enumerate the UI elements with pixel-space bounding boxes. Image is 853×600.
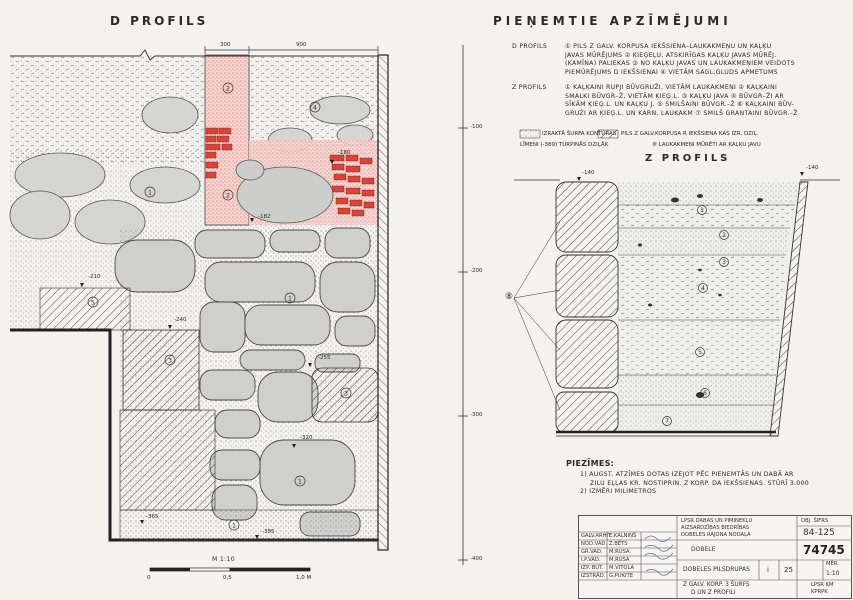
scale-tick-1: 1,0 M — [296, 575, 312, 581]
object-code-label: OBJ. ŠIFRS — [801, 518, 829, 524]
place-name: DOBELE — [691, 546, 716, 553]
org-line-2: AIZSARDZĪBAS BIEDRĪBAS — [681, 525, 750, 531]
scale-tick-0: 0 — [147, 575, 151, 581]
svg-text:6: 6 — [703, 390, 707, 397]
legend-symbol-3-label: LĪMENI (-389) TURPINĀS DZIĻĀK — [520, 142, 609, 148]
person-name: M.RUSA — [609, 557, 630, 563]
scale-label: M 1:10 — [212, 556, 235, 563]
svg-text:1: 1 — [147, 188, 153, 197]
level-axis — [458, 45, 468, 565]
role: GR.VAD. — [581, 549, 603, 555]
svg-text:5: 5 — [698, 349, 702, 356]
svg-text:1: 1 — [297, 477, 303, 486]
legend-symbol-2-label: PILS Z GALV.KORPUSA R IEKŠSIENA KAS IZR. DZIĻ. — [621, 131, 759, 137]
d-profile — [10, 46, 388, 571]
sheet-number: 25 — [784, 566, 793, 574]
legend-symbol-4-label: ⑧ LAUKAKMEŅI MŪRĒTI AR KAĻĶU JAVU — [652, 142, 761, 148]
org-line-1: LPSR DABAS UN PIMINEKĻU — [681, 518, 753, 524]
d-profile-title: D PROFILS — [110, 14, 209, 28]
axis-tick-label: -400 — [470, 556, 483, 562]
signatures — [643, 533, 677, 579]
level-label: -210 — [88, 274, 101, 280]
institution-2: KPRPK — [811, 589, 828, 595]
scale-label: MĒR. — [826, 561, 839, 567]
registration-number: 74745 — [803, 543, 845, 557]
svg-text:3: 3 — [722, 259, 726, 266]
role: NOD.VAD. — [581, 541, 608, 547]
legend-title: PIEŅEMTIE APZĪMĒJUMI — [493, 14, 732, 28]
dimension-300: 300 — [220, 42, 231, 48]
legend-z-text: ① KAĻĶAINI RUPJI BŪVGRUŽI, VIETĀM LAUKAKMEŅI ② KAĻĶAINI SMALKI BŪVGR–Ž, VIETĀM ĶIEĢ.L. ③ KAĻĶU JAVA ④ BŪVGR–ŽI AR SĪKĀM ĶIEĢ.L. UN KAĻĶU J. ⑤ SMILŠAINI BŪVGR.–Ž ⑥ KAĻĶAINI BŪV- GRUŽI AR ĶIEĢ.L. UN KARN. LAUKAKM ⑦ SMILŠ GRANTAINI BŪVGR.–Ž — [565, 84, 798, 117]
level-label: -240 — [174, 317, 187, 323]
svg-text:1: 1 — [700, 207, 704, 214]
role: IZP. BUT. — [581, 565, 604, 571]
svg-text:2: 2 — [225, 84, 231, 93]
z-profile-title: Z PROFILS — [645, 153, 731, 164]
dimension-900: 900 — [296, 42, 307, 48]
svg-text:5: 5 — [90, 298, 96, 307]
role: GALV.ARHIT. — [581, 533, 613, 539]
institution-1: LPSR KM — [811, 582, 834, 588]
svg-text:2: 2 — [722, 232, 726, 239]
person-name: M.VITOLA — [609, 565, 635, 571]
project-name: DOBELES PILSDRUPAS — [683, 566, 750, 573]
svg-text:3: 3 — [167, 356, 173, 365]
person-name: Z.BĒTS — [609, 541, 628, 547]
level-label: -180 — [338, 150, 351, 156]
level-label: -385 — [262, 529, 275, 535]
svg-text:2: 2 — [225, 191, 231, 200]
sheet-description-1: Z GALV. KORP. 3 ŠURFS — [683, 582, 750, 588]
legend-d-heading: D PROFILS — [512, 43, 548, 50]
person-name: G.PUKITE — [609, 573, 633, 579]
level-label: -182 — [258, 214, 271, 220]
stage: i — [767, 566, 769, 574]
svg-text:4: 4 — [701, 285, 705, 292]
svg-text:1: 1 — [287, 294, 293, 303]
role: IZSTRĀD. — [581, 573, 606, 579]
role: I.P.VAD. — [581, 557, 601, 563]
scale-tick-05: 0,5 — [223, 575, 232, 581]
svg-text:7: 7 — [665, 418, 669, 425]
person-name: M.RUSA — [609, 549, 630, 555]
level-label: -140 — [806, 165, 819, 171]
level-label: -255 — [318, 355, 331, 361]
svg-text:3: 3 — [343, 389, 349, 398]
notes-heading: PIEZĪMES: — [566, 459, 615, 468]
level-label: -140 — [582, 170, 595, 176]
axis-tick-label: -100 — [470, 124, 483, 130]
notes-body: 1) AUGST. ATZĪMES DOTAS IZEJOT PĒC PIEŅEMTĀS UN DABĀ AR ZILU EĻĻAS KR. NOSTIPRIN. Z KORP. DA IEKŠSIENAS. STŪRĪ 3.000 2) IZMĒRI MILIMETROS — [580, 471, 809, 496]
title-block — [578, 515, 852, 599]
axis-tick-label: -200 — [470, 268, 483, 274]
person-name: E.KALNIŅŠ — [609, 533, 637, 539]
level-label: -320 — [300, 435, 313, 441]
svg-text:4: 4 — [312, 103, 318, 112]
legend-symbol-contour — [520, 130, 540, 138]
callout-8: ⑧ — [505, 292, 514, 302]
level-label: -365 — [146, 514, 159, 520]
axis-tick-label: -300 — [470, 412, 483, 418]
object-code: 84-125 — [803, 528, 835, 538]
scale-value: 1:10 — [826, 570, 840, 577]
z-profile — [514, 172, 840, 436]
sheet-description-2: D UN Z PROFILI — [691, 590, 736, 596]
svg-text:1: 1 — [231, 521, 237, 530]
legend-z-heading: Z PROFILS — [512, 84, 547, 91]
org-line-3: DOBELES RAJONA NODAĻA — [681, 532, 751, 538]
legend-d-text: ① PILS Z GALV. KORPUSA IEKŠSIENA–LAUKAKMEŅU UN KAĻĶU JAVAS MŪRĒJUMS ② ĶIEĢEĻU, ATSKIRĪGAS KAĻĶU JAVAS MŪRĒJ. (KAMĪNA) PALIEKAS ③ NO KAĻĶU JAVAS UN LAUKAKMEŅIEM VEIDOTS PIEMŪRĒJUMS D IEKŠSIENAI ④ VIETĀM SAGL.GLUDS APMETUMS — [565, 43, 795, 76]
legend-symbol-1-label: IZRAKTĀ ŠURFA KONTŪRAS — [542, 131, 617, 137]
